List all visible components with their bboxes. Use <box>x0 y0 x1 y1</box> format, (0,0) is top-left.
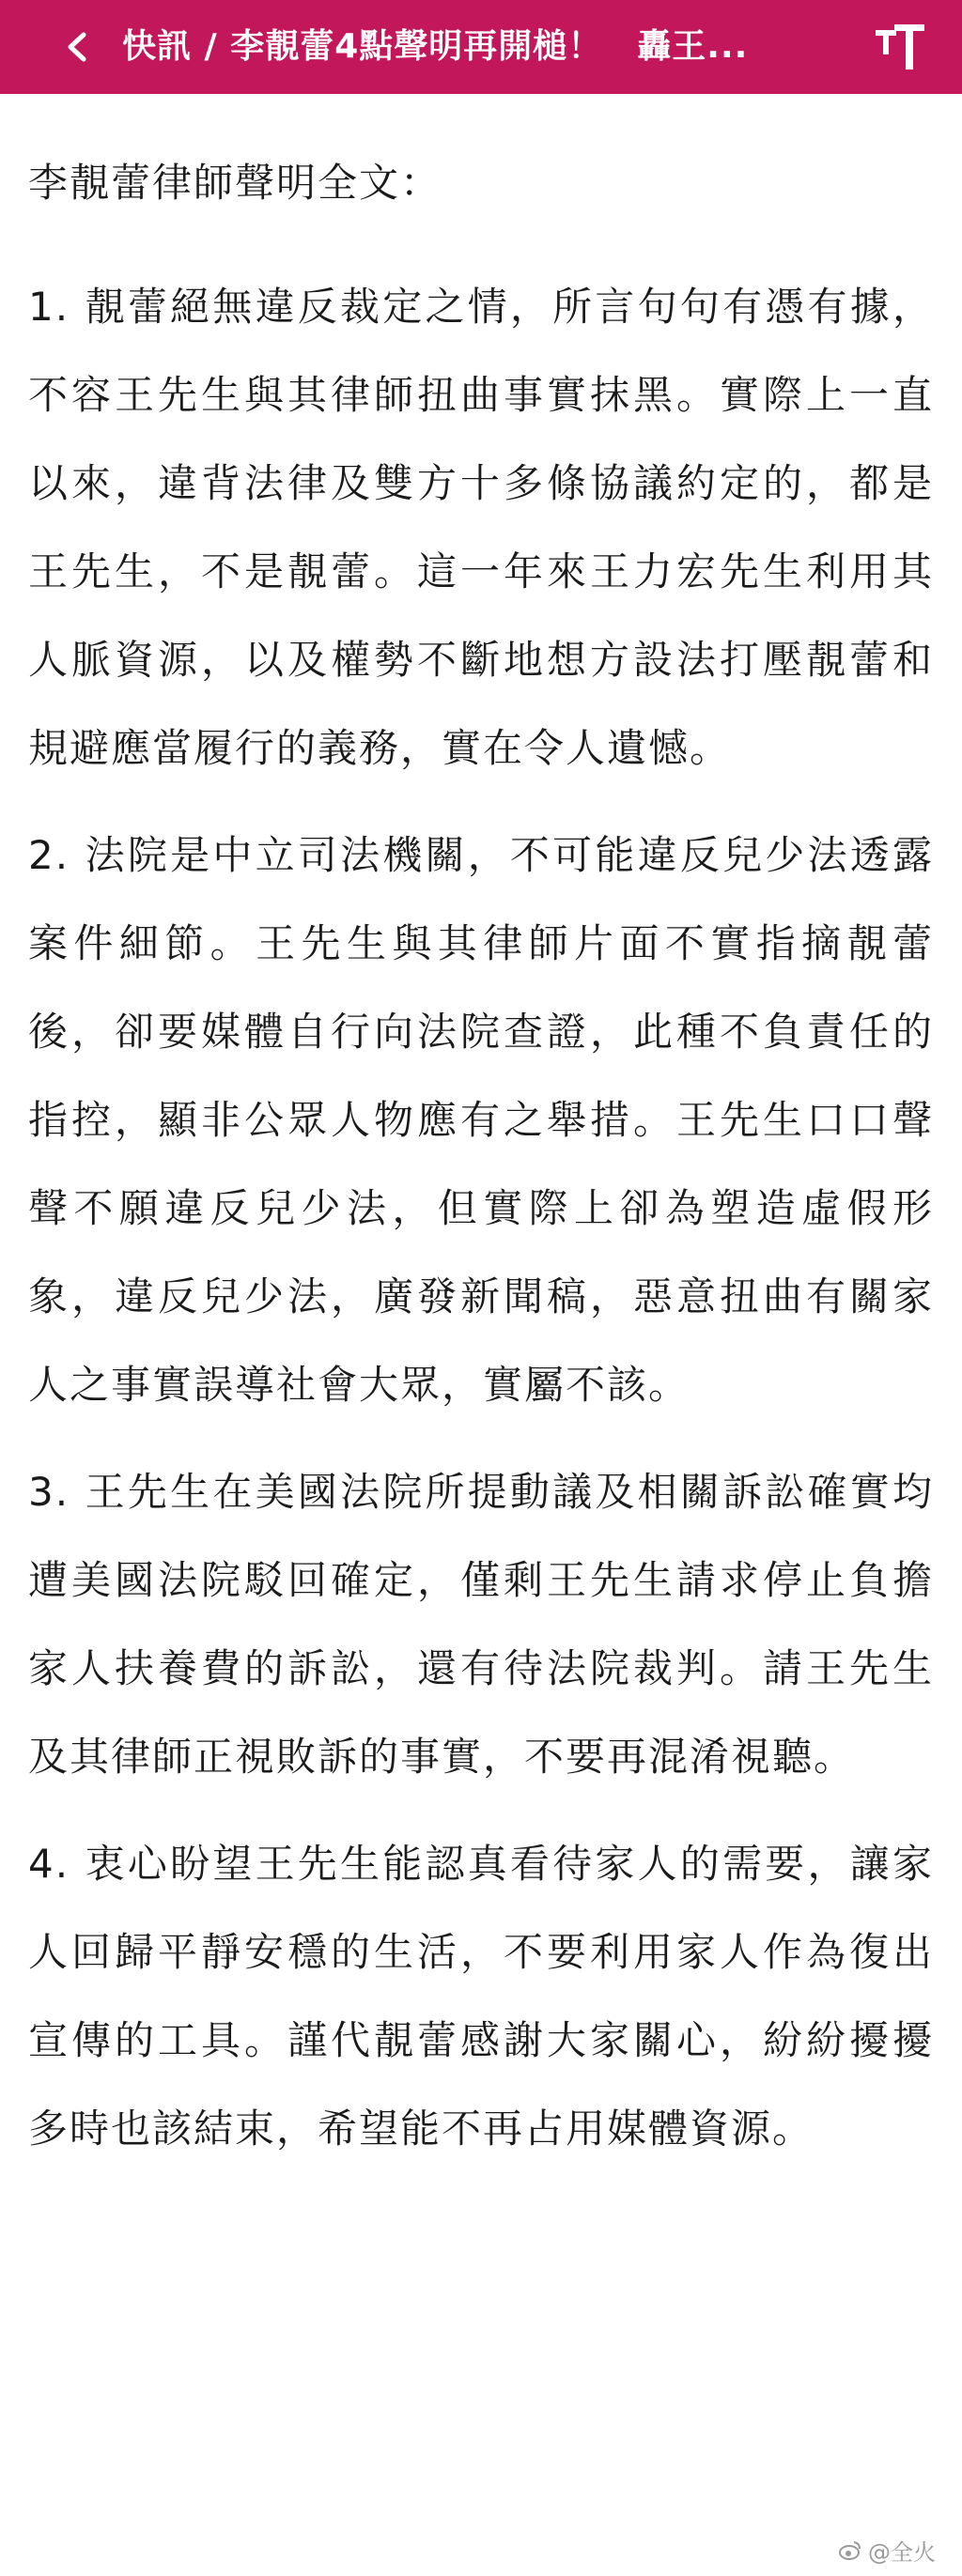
text-size-icon <box>872 21 928 73</box>
chevron-left-icon <box>61 31 93 63</box>
statement-point-4: 4. 衷心盼望王先生能認真看待家人的需要，讓家人回歸平靜安穩的生活，不要利用家人作為復出宣傳的工具。謹代靚蕾感謝大家關心，紛紛擾擾多時也該結束，希望能不再占用媒體資源。 <box>28 1841 934 2152</box>
statement-point-1: 1. 靚蕾絕無違反裁定之情，所言句句有憑有據，不容王先生與其律師扭曲事實抹黑。實際上一直以來，違背法律及雙方十多條協議約定的，都是王先生，不是靚蕾。這一年來王力宏先生利用其人脈資源，以及權勢不斷地想方設法打壓靚蕾和規避應當履行的義務，實在令人遺憾。 <box>28 284 934 771</box>
font-size-button[interactable] <box>872 21 928 73</box>
watermark-text: @全火 <box>868 2539 936 2566</box>
top-bar <box>0 0 962 94</box>
statement-point-2: 2. 法院是中立司法機關，不可能違反兒少法透露案件細節。王先生與其律師片面不實指摘靚蕾後，卻要媒體自行向法院查證，此種不負責任的指控，顯非公眾人物應有之舉措。王先生口口聲聲不願違反兒少法，但實際上卻為塑造虛假形象，違反兒少法，廣發新聞稿，惡意扭曲有關家人之事實誤導社會大眾，實屬不該。 <box>28 832 934 1408</box>
article-body <box>28 94 934 2192</box>
statement-point-3: 3. 王先生在美國法院所提動議及相關訴訟確實均遭美國法院駁回確定，僅剩王先生請求停止負擔家人扶養費的訴訟，還有待法院裁判。請王先生及其律師正視敗訴的事實，不要再混淆視聽。 <box>28 1469 934 1780</box>
back-button[interactable] <box>54 24 100 69</box>
page-title: 快訊 / 李靚蕾4點聲明再開槌！ 轟王... <box>122 27 749 66</box>
watermark <box>838 2534 936 2567</box>
weibo-icon <box>838 2538 862 2563</box>
statement-heading: 李靚蕾律師聲明全文： <box>28 160 442 206</box>
